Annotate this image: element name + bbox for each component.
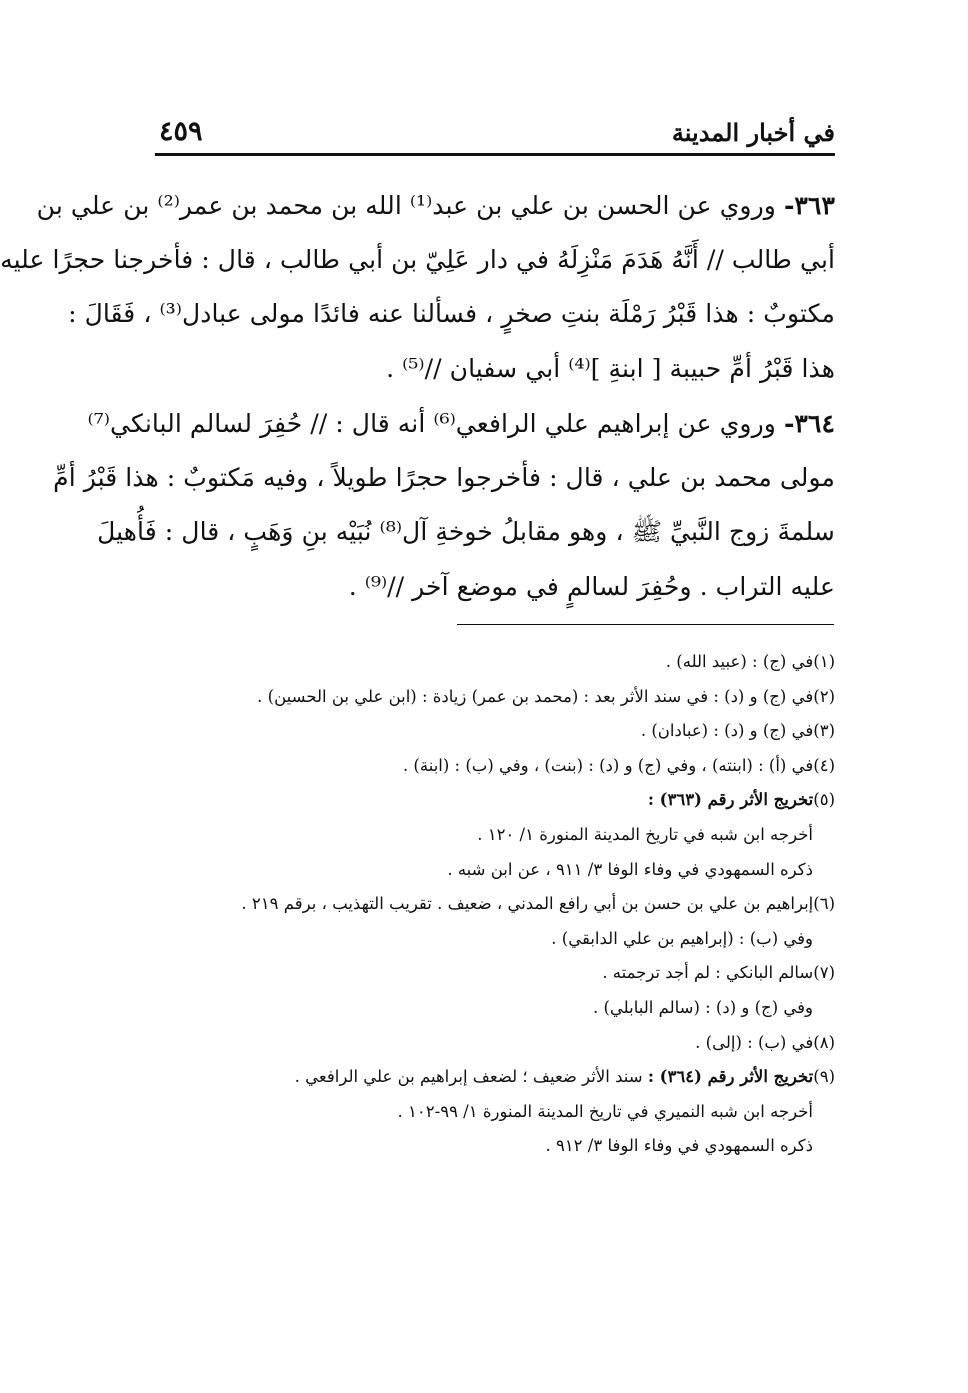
footnote	[171, 956, 835, 991]
text-line: هذا قَبْرُ أمِّ حبيبة [ ابنةِ ]⁽⁴⁾ أبي سفيان //⁽⁵⁾ .	[386, 353, 835, 383]
entry-number: ٣٦٣-	[783, 190, 835, 220]
footnote-text: سند الأثر ضعيف ؛ لضعف إبراهيم بن علي الرافعي .	[294, 1067, 643, 1087]
footnote-continuation: ذكره السمهودي في وفاء الوفا ٣/ ٩١١ ، عن ابن شبه .	[447, 859, 813, 879]
text-line: مكتوبٌ : هذا قَبْرُ رَمْلَة بنتِ صخرٍ ، فسألنا عنه فائدًا مولى عبادل⁽³⁾ ، فَقَالَ :	[68, 299, 835, 328]
footnote	[171, 680, 835, 715]
text-line	[36, 178, 835, 233]
footnote	[171, 645, 835, 680]
footnote-text: في (أ) : (ابنته) ، وفي (ج) و (د) : (بنت) ، وفي (ب) : (ابنة) .	[402, 755, 814, 775]
footnote-separator	[457, 624, 834, 625]
footnote-label: (٨)	[813, 1032, 835, 1052]
entry-number: ٣٦٤-	[783, 408, 835, 438]
footnote-continuation: أخرجه ابن شبه النميري في تاريخ المدينة المنورة ١/ ٩٩-١٠٢ .	[397, 1101, 813, 1121]
footnote-text: سالم البانكي : لم أجد ترجمته .	[602, 963, 814, 983]
footnote-continuation: ذكره السمهودي في وفاء الوفا ٣/ ٩١٢ .	[545, 1136, 813, 1156]
text-line: سلمةَ زوج النَّبيِّ ﷺ ، وهو مقابلُ خوخةِ آل⁽⁸⁾ نُبَيْه بنِ وَهَبٍ ، قال : فَأُهيلَ	[97, 517, 835, 546]
footnotes	[171, 645, 835, 1164]
footnote-heading: تخريج الأثر رقم (٣٦٤) :	[647, 1067, 814, 1087]
footnote	[171, 887, 835, 922]
footnote	[171, 714, 835, 749]
footnote-label: (٣)	[813, 721, 835, 741]
footnote-label: (٢)	[813, 686, 835, 706]
footnote-continuation: أخرجه ابن شبه في تاريخ المدينة المنورة ١/ ١٢٠ .	[477, 824, 813, 844]
footnote-continuation: وفي (ب) : (إبراهيم بن علي الدابقي) .	[551, 928, 813, 948]
text-line: أبي طالب // أَنَّهُ هَدَمَ مَنْزِلَهُ في دار عَلِيّ بن أبي طالب ، قال : فأخرجنا حجرًا عليه	[0, 244, 835, 274]
running-title: في أخبار المدينة	[671, 118, 835, 147]
footnote-label: (٦)	[813, 894, 835, 914]
text-line	[87, 396, 835, 451]
footnote-label: (١)	[813, 652, 835, 671]
main-text	[0, 178, 835, 614]
footnote	[171, 1026, 835, 1061]
footnote-continuation: وفي (ج) و (د) : (سالم البابلي) .	[592, 997, 813, 1017]
footnote-text: في (ج) و (د) : في سند الأثر بعد : (محمد بن عمر) زيادة : (ابن علي بن الحسين) .	[257, 686, 814, 706]
text-line: عليه التراب . وحُفِرَ لسالمٍ في موضع آخر //⁽⁹⁾ .	[348, 571, 835, 601]
footnote-label: (٩)	[813, 1067, 835, 1087]
footnote	[171, 749, 835, 784]
line-text: وروي عن إبراهيم علي الرافعي⁽⁶⁾ أنه قال : // حُفِرَ لسالم البانكي⁽⁷⁾	[87, 409, 776, 438]
footnote-heading: تخريج الأثر رقم (٣٦٣) :	[647, 790, 814, 810]
line-text: وروي عن الحسن بن علي بن عبد⁽¹⁾ الله بن محمد بن عمر⁽²⁾ بن علي بن	[36, 191, 776, 220]
text-line: مولى محمد بن علي ، قال : فأخرجوا حجرًا طويلاً ، وفيه مَكتوبٌ : هذا قَبْرُ أمِّ	[53, 462, 835, 492]
footnote-text: في (ب) : (إلى) .	[695, 1032, 814, 1052]
footnote	[171, 783, 835, 818]
footnote-label: (٧)	[813, 963, 835, 983]
header-rule	[155, 153, 835, 156]
footnote-text: في (ج) و (د) : (عبادان) .	[640, 721, 814, 741]
footnote	[171, 1060, 835, 1095]
page-number: ٤٥٩	[159, 116, 203, 147]
page-header	[155, 112, 835, 156]
footnote-text: إبراهيم بن علي بن حسن بن أبي رافع المدني ، ضعيف . تقريب التهذيب ، برقم ٢١٩ .	[241, 894, 814, 914]
footnote-label: (٤)	[813, 755, 835, 775]
footnote-text: في (ج) : (عبيد الله) .	[665, 652, 814, 671]
footnote-label: (٥)	[813, 790, 835, 810]
